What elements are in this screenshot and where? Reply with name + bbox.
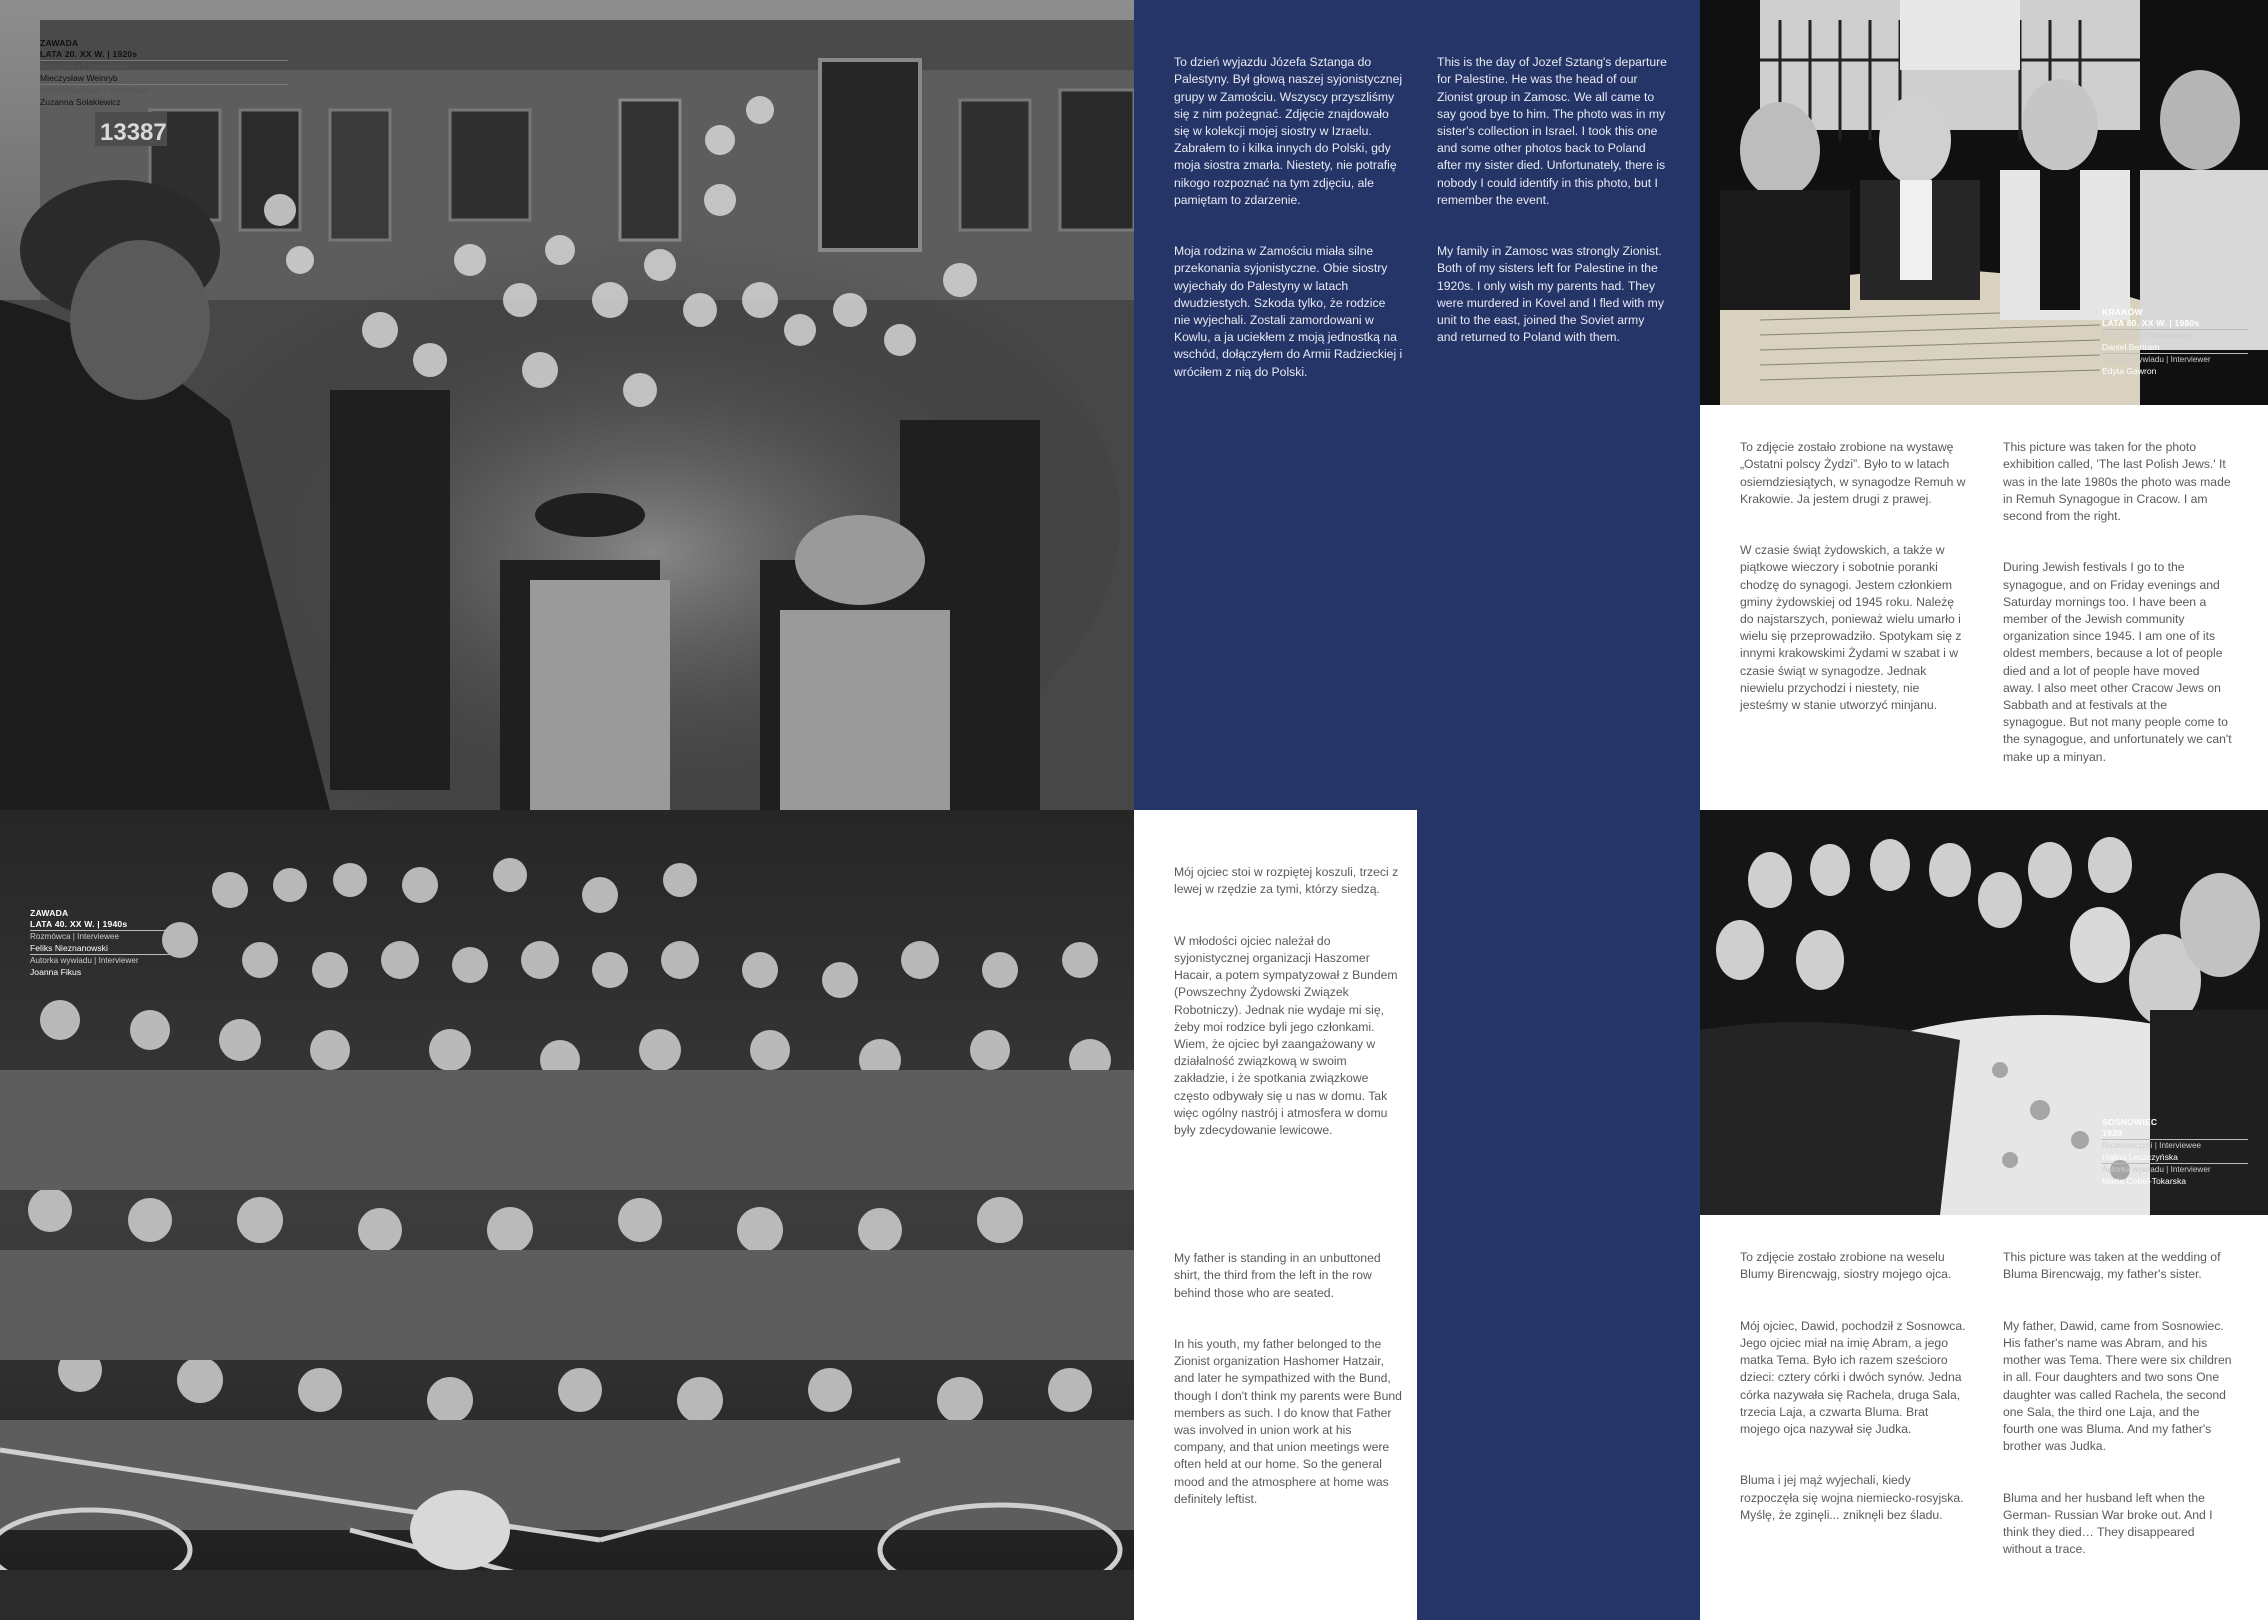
caption-interviewee-role: Rozmówca | Interviewee — [40, 60, 288, 73]
story-synagogue-english — [2003, 422, 2233, 800]
paragraph: Mój ojciec, Dawid, pochodził z Sosnowca. Jego ojciec miał na imię Abram, a jego matka Tema. Było ich razem sześcioro dzieci: cztery córki i dwóch synów. Jedna córka nazywała się Rachela, druga Sala, trzecia Laja, a czwarta Bluma. Brat mojego ojca nazywał się Judka. — [1740, 1318, 1966, 1437]
paragraph: To zdjęcie zostało zrobione na weselu Blumy Birencwajg, siostry mojego ojca. — [1740, 1250, 1952, 1282]
caption-interviewer-name: Marta Cobel-Tokarska — [2102, 1175, 2187, 1186]
caption-interviewer-name: Joanna Fikus — [30, 966, 82, 977]
paragraph: W czasie świąt żydowskich, a także w piątkowe wieczory i sobotnie poranki chodzę do synagogi. Jestem członkiem gminy żydowskiej od 1945 roku. Należę do najstarszych, ponieważ wielu umarło i wielu się przeprowadziło. Spotykam się z innymi krakowskimi Żydami w szabat i w czasie świąt w synagodze. Jednak niewielu przychodzi i niestety, nie jesteśmy w stanie utworzyć minjanu. — [1740, 543, 1962, 713]
paragraph: This is the day of Jozef Sztang's departure for Palestine. He was the head of our Zionist group in Zamosc. We all came to say good bye to him. The photo was in my sister's collection in Israel. I took this one and some other photos back to Poland after my sister died. Unfortunately, there is nobody I could identify in this photo, but I remember the event. — [1437, 55, 1667, 207]
caption-interviewee-name: Daniel Bertram — [2102, 341, 2160, 352]
paragraph: Moja rodzina w Zamościu miała silne przekonania syjonistyczne. Obie siostry wyjechały do Palestyny w latach dwudziestych. Szkoda tylko, że rodzice nie wyjechali. Zostali zamordowani w Kowlu, a ja uciekłem z moją jednostką na wschód, dołączyłem do Armii Radzieckiej i wróciłem z nią do Polski. — [1174, 244, 1403, 379]
story-train-english — [1437, 37, 1667, 381]
caption-interviewee-name: Mieczysław Weinryb — [40, 72, 118, 83]
paragraph: W młodości ojciec należał do syjonistycznej organizacji Haszomer Hacair, a potem sympatyzował z Bundem (Powszechny Żydowski Związek Robotniczy). Jednak nie wydaje mi się, żeby moi rodzice byli jego członkami. Wiem, że ojciec był zaangażowany w działalność związkową w swoim zakładzie, i że spotkania związkowe często odbywały się u nas w domu. Tak więc ogólny nastrój i atmosfera w domu były zdecydowanie lewicowe. — [1174, 933, 1398, 1138]
caption-interviewer-role: Autorka wywiadu | Interviewer — [40, 84, 288, 97]
story-group-polish — [1174, 847, 1404, 1173]
story-train-polish — [1174, 37, 1404, 415]
paragraph: My father, Dawid, came from Sosnowiec. His father's name was Abram, and his mother was Tema. There were six children in all. Four daughters and two sons One daughter was called Rachela, the second one Sala, the third one Laja, and the fourth one was Bluma. And my father's brother was Judka. — [2003, 1318, 2232, 1454]
paragraph: In his youth, my father belonged to the Zionist organization Hashomer Hatzair, and later he sympathized with the Bund, though I don't think my parents were Bund members as such. I do know that Father was involved in union work at his company, and that union meetings were often held at our home. So the general mood and the atmosphere at home was definitely leftist. — [1174, 1337, 1402, 1506]
caption-date: LATA 40. XX W. | 1940s — [30, 918, 128, 929]
caption-youth-group — [30, 908, 170, 977]
paragraph: To zdjęcie zostało zrobione na wystawę „Ostatni polscy Żydzi”. Było to w latach osiemdziesiątych, w synagodze Remuh w Krakowie. Ja jestem drugi z prawej. — [1740, 440, 1966, 506]
paragraph: This picture was taken for the photo exhibition called, 'The last Polish Jews.' It was in the late 1980s the photo was made in Remuh Synagogue in Cracow. I am second from the right. — [2003, 440, 2231, 524]
caption-place: ZAWADA — [30, 908, 69, 918]
youth-group-image — [0, 810, 1134, 1620]
paragraph: During Jewish festivals I go to the synagogue, and on Friday evenings and Saturday mornings too. I have been a member of the Jewish community organization since 1945. I am one of its oldest members, because a lot of people died and a lot of people have moved away. I also meet other Cracow Jews on Sabbath and at festivals at the synagogue. But not many people come to the synagogue, and unfortunately we can't make up a minyan. — [2003, 560, 2232, 764]
caption-interviewee-role: Rozmówca | Interviewee — [30, 930, 170, 943]
caption-place: ZAWADA — [40, 38, 79, 48]
caption-train — [40, 38, 288, 107]
caption-place: SOSNOWIEC — [2102, 1117, 2158, 1127]
story-wedding-polish — [1740, 1232, 1970, 1558]
caption-place: KRAKÓW — [2102, 307, 2143, 317]
story-group-english — [1174, 1233, 1404, 1542]
caption-date: 1939 — [2102, 1127, 2122, 1138]
caption-date: LATA 80. XX W. | 1980s — [2102, 317, 2200, 328]
caption-interviewee-name: Halina Leszczyńska — [2102, 1151, 2178, 1162]
caption-interviewee-role: Rozmówczyni | Interviewee — [2102, 1139, 2248, 1152]
paragraph: Bluma i jej mąż wyjechali, kiedy rozpoczęła się wojna niemiecko-rosyjska. Myślę, że zginęli... zniknęli bez śladu. — [1740, 1473, 1964, 1522]
caption-interviewer-role: Autorka wywiadu | Interviewer — [2102, 353, 2248, 366]
paragraph: My family in Zamosc was strongly Zionist. Both of my sisters left for Palestine in the 1920s. I only wish my parents had. They were murdered in Kovel and I fled with my unit to the east, joined the Soviet army and returned to Poland with them. — [1437, 244, 1664, 345]
navy-strip — [1417, 810, 1700, 1620]
paragraph: My father is standing in an unbuttoned shirt, the third from the left in the row behind those who are seated. — [1174, 1251, 1381, 1300]
caption-interviewer-role: Autorka wywiadu | Interviewer — [2102, 1163, 2248, 1176]
caption-synagogue — [2102, 307, 2248, 376]
story-synagogue-polish — [1740, 422, 1970, 748]
paragraph: Bluma and her husband left when the German- Russian War broke out. And I think they died… They disappeared without a trace. — [2003, 1490, 2213, 1557]
caption-interviewer-name: Edyta Gawron — [2102, 365, 2157, 376]
caption-wedding — [2102, 1117, 2248, 1186]
caption-interviewer-name: Zuzanna Solakiewicz — [40, 96, 121, 107]
caption-interviewee-role: Rozmówca | Interviewee — [2102, 329, 2248, 342]
photo-youth-group — [0, 810, 1134, 1620]
caption-interviewer-role: Autorka wywiadu | Interviewer — [30, 954, 170, 967]
photo-train-departure — [0, 0, 1134, 810]
train-crowd-image — [0, 0, 1134, 810]
paragraph: To dzień wyjazdu Józefa Sztanga do Palestyny. Był głową naszej syjonistycznej grupy w Zamościu. Wszyscy przyszliśmy się z nim pożegnać. Zdjęcie znajdowało się w kolekcji mojej siostry w Izraelu. Zabrałem to i kilka innych do Polski, gdy moja siostra zmarła. Niestety, nie potrafię nikogo rozpoznać na tym zdjęciu, ale pamiętam to zdarzenie. — [1174, 55, 1403, 207]
caption-date: LATA 20. XX W. | 1920s — [40, 48, 138, 59]
story-wedding-english — [2003, 1232, 2233, 1593]
paragraph: Mój ojciec stoi w rozpiętej koszuli, trzeci z lewej w rzędzie za tymi, którzy siedzą. — [1174, 865, 1399, 897]
paragraph: This picture was taken at the wedding of Bluma Birencwajg, my father's sister. — [2003, 1250, 2221, 1282]
train-car-number: 13387 — [100, 119, 167, 146]
caption-interviewee-name: Feliks Nieznanowski — [30, 942, 108, 953]
